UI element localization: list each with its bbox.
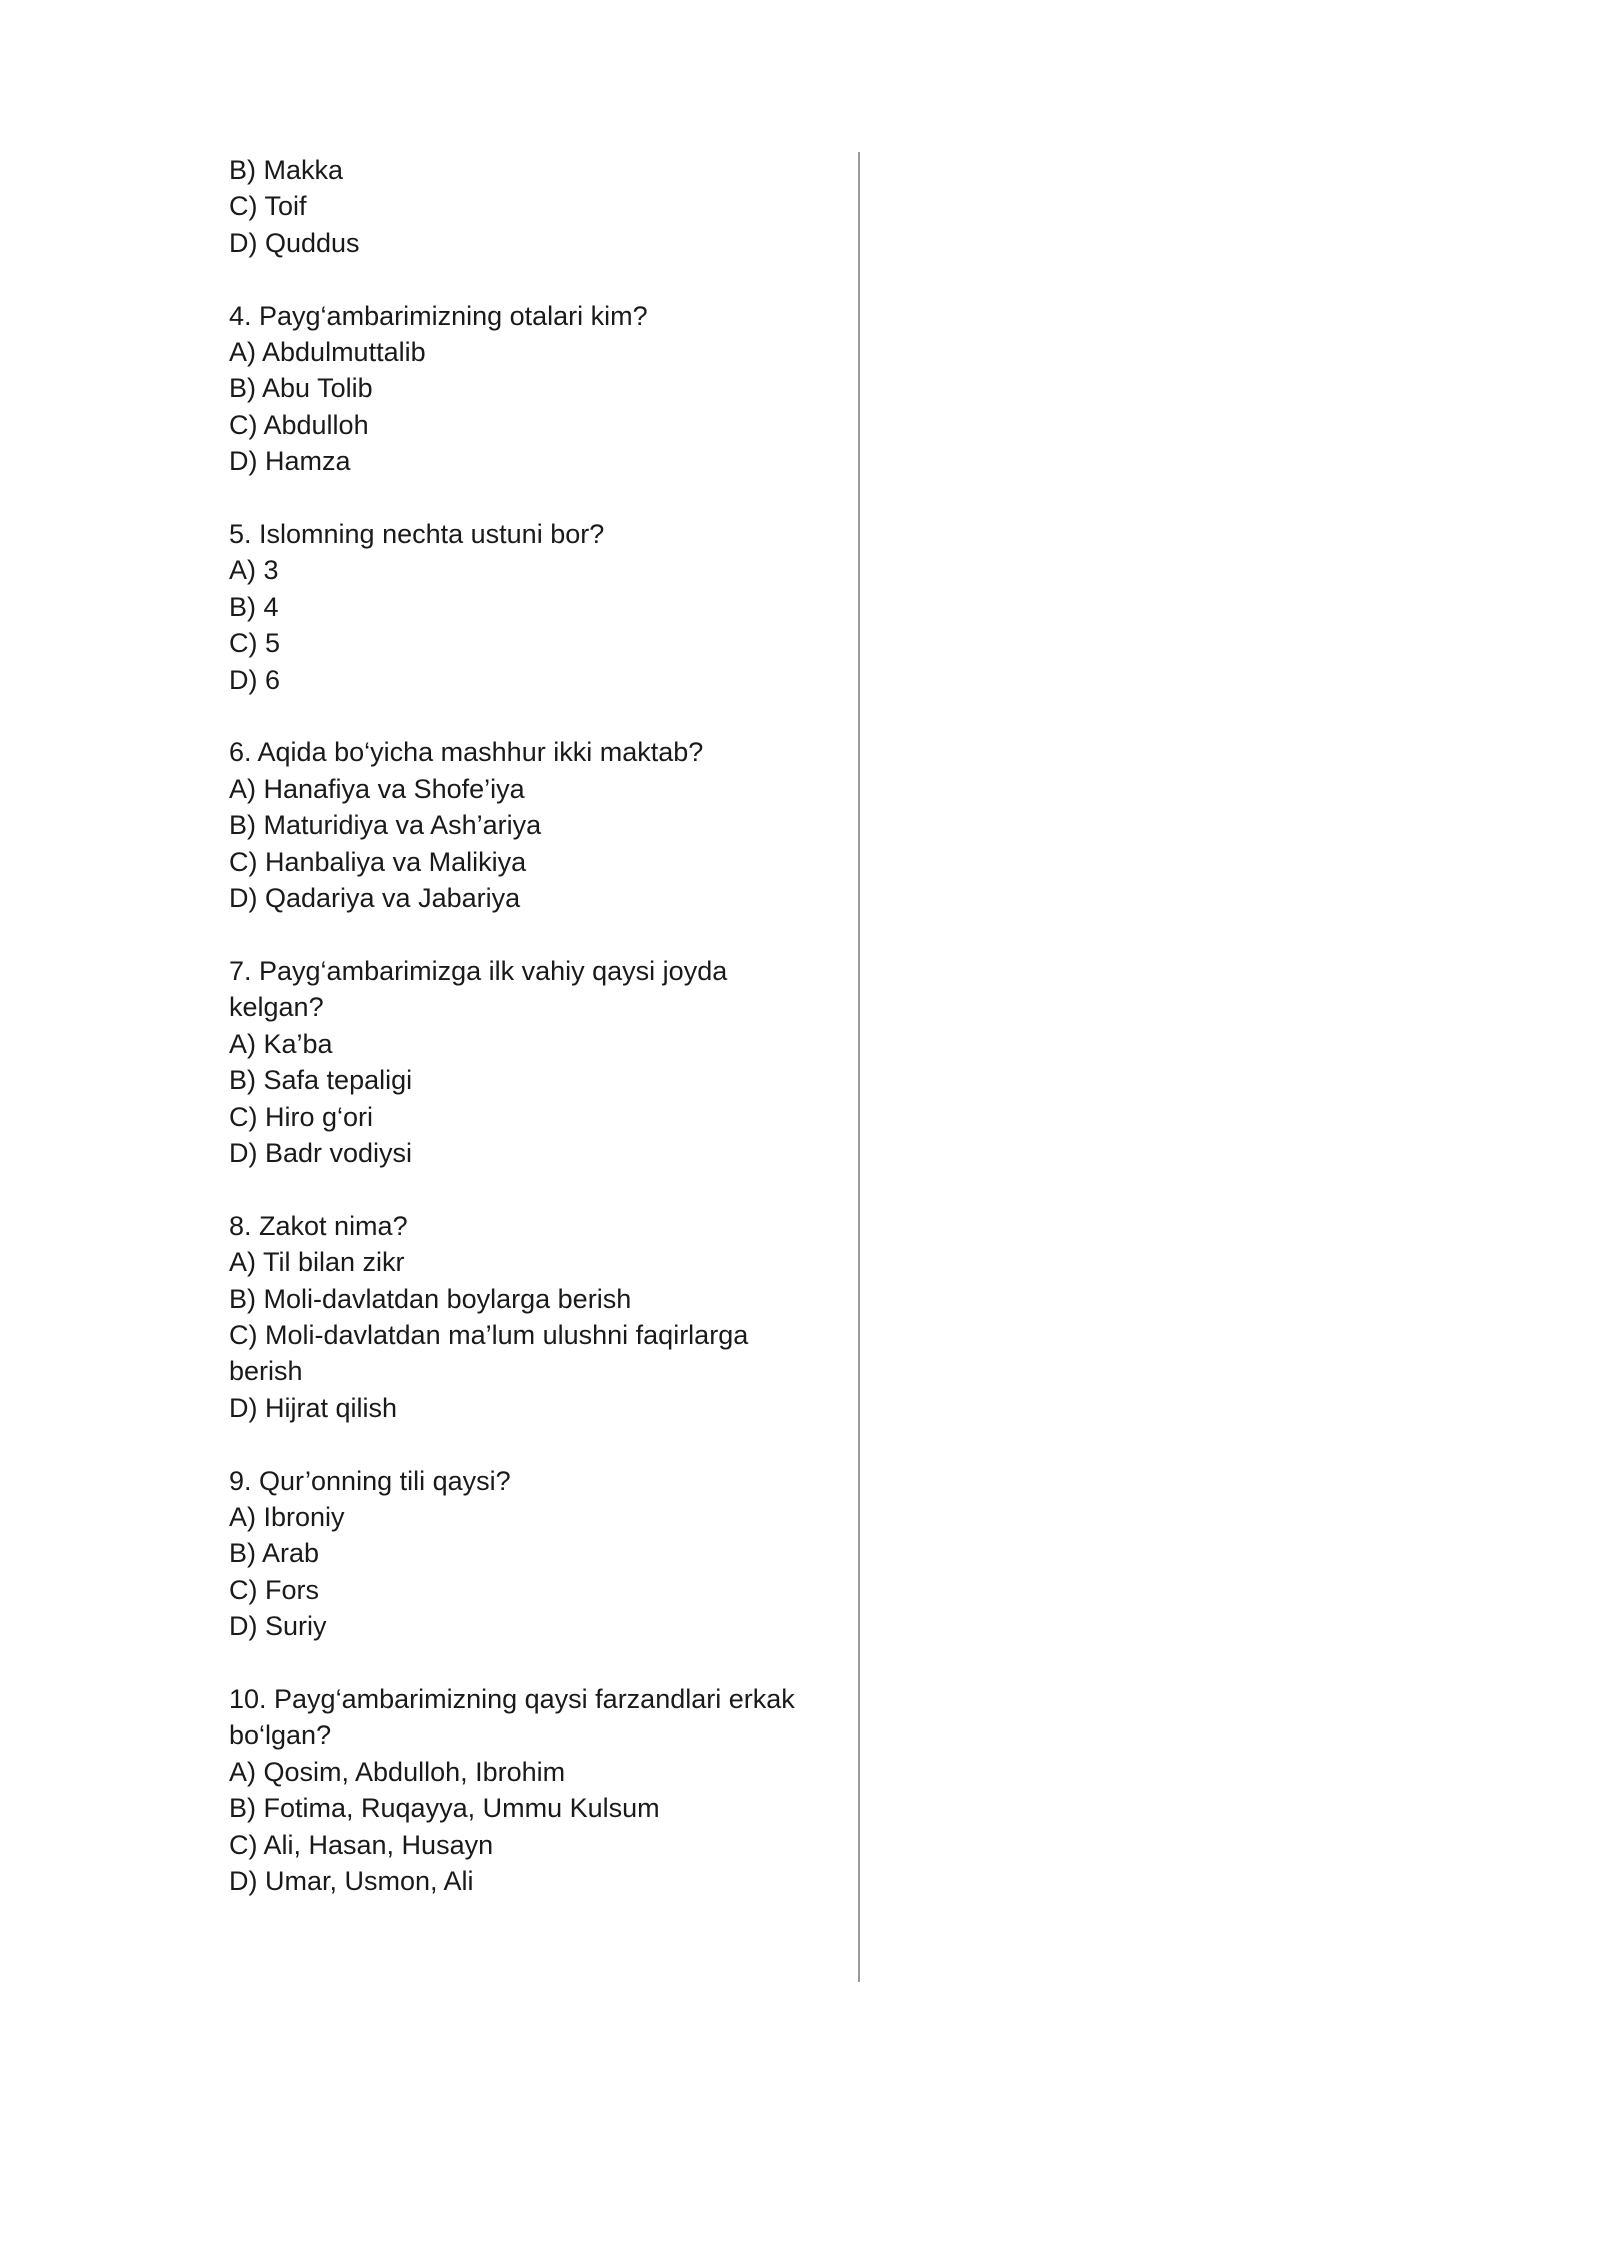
option: B) Safa tepaligi [229,1065,413,1096]
question-text: 7. Payg‘ambarimizga ilk vahiy qaysi joyda kelgan? [229,955,728,1023]
option: D) Hamza [229,446,351,477]
option: B) Moli-davlatdan boylarga berish [229,1283,632,1314]
question-7 [229,953,829,1171]
option: A) Ka’ba [229,1028,333,1059]
option: C) Hiro g‘ori [229,1101,374,1132]
question-text: 8. Zakot nima? [229,1210,408,1241]
option: D) Qadariya va Jabariya [229,883,521,914]
option: D) Hijrat qilish [229,1392,398,1423]
option: D) Suriy [229,1611,327,1642]
question-text: 6. Aqida bo‘yicha mashhur ikki maktab? [229,737,704,768]
option: A) Abdulmuttalib [229,337,426,368]
question-8 [229,1208,829,1426]
option: B) Arab [229,1538,320,1569]
option: A) Hanafiya va Shofe’iya [229,773,525,804]
option: B) Makka [229,155,344,185]
question-text: 10. Payg‘ambarimizning qaysi farzandlari erkak bo‘lgan? [229,1683,795,1751]
option: D) Quddus [229,227,360,258]
question-6 [229,734,829,916]
continued-question-options [229,152,829,261]
option: B) 4 [229,591,279,622]
option: A) Til bilan zikr [229,1247,405,1278]
question-text: 5. Islomning nechta ustuni bor? [229,519,605,550]
option: C) Hanbaliya va Malikiya [229,846,527,877]
question-text: 4. Payg‘ambarimizning otalari kim? [229,300,648,331]
option: D) Umar, Usmon, Ali [229,1865,474,1896]
option: A) Ibroniy [229,1501,345,1532]
option: A) Qosim, Abdulloh, Ibrohim [229,1756,566,1787]
question-9 [229,1463,829,1645]
option: C) Fors [229,1574,319,1605]
question-10 [229,1681,829,1899]
option: A) 3 [229,555,279,586]
option: B) Maturidiya va Ash’ariya [229,810,542,841]
option: C) Ali, Hasan, Husayn [229,1829,494,1860]
question-text: 9. Qur’onning tili qaysi? [229,1465,511,1496]
column-divider [858,152,860,1982]
option: D) 6 [229,664,281,695]
option: C) Abdulloh [229,409,369,440]
option: D) Badr vodiysi [229,1137,413,1168]
question-5 [229,516,829,698]
option: C) Toif [229,191,307,222]
question-4 [229,298,829,480]
option: C) Moli-davlatdan ma’lum ulushni faqirlarga berish [229,1319,749,1387]
question-column [229,152,829,1936]
option: B) Abu Tolib [229,373,373,404]
option: B) Fotima, Ruqayya, Ummu Kulsum [229,1793,660,1824]
option: C) 5 [229,628,281,659]
